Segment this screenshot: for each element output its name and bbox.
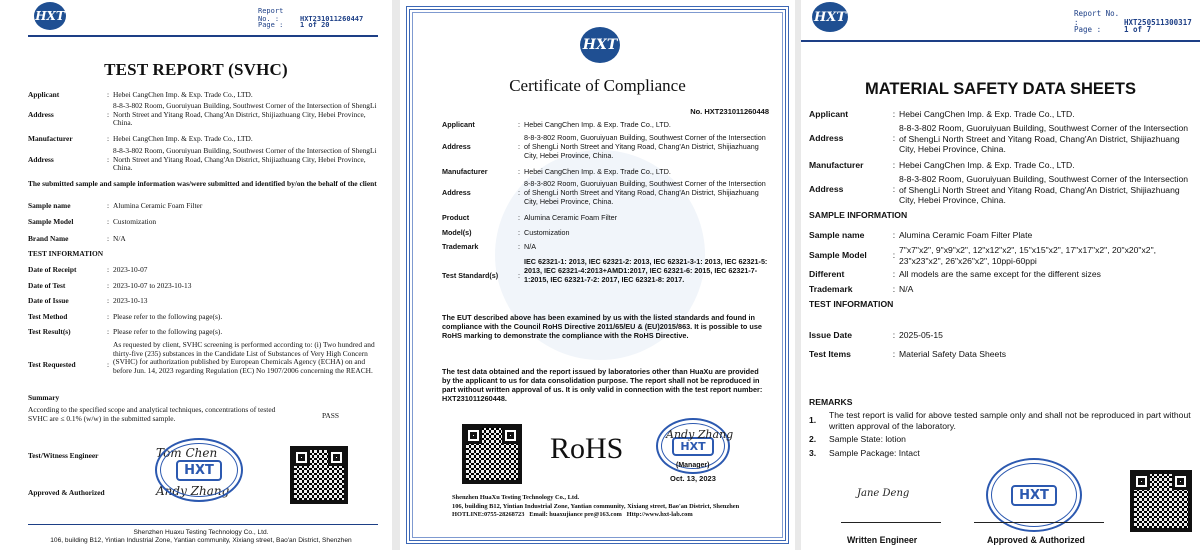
trademark-row: Trademark : N/A (809, 284, 914, 294)
manufacturer-row: Manufacturer : Hebei CangChen Imp. & Exp. Trade Co., LTD. (809, 160, 1075, 170)
test-requested-row: Test Requested : As requested by client, SVHC screening is performed according to: (i) Two hundred and thirty-five (235) substances in the Candidate List of Substances of Very High Concern (SVHC) for authorization published by European Chemicals Agency (ECHA) on and before Jun. 14, 2023 regarding Regulation (EC) No 1907/2006 concerning the REACH. (28, 340, 375, 375)
summary-text: According to the specified scope and analytical techniques, concentrations of tested SVHC are ≤ 0.1% (w/w) in the submitted sample. (28, 405, 276, 423)
disclaimer-statement: The test data obtained and the report issued by laboratories other than HuaXu are provided by the applicant to us for data consolidation purpose. The report shall not be reproduced in part without written approval of us. It is only valid in connection with the test report number: HXT231011260448. (442, 367, 763, 403)
certificate-of-compliance (400, 0, 795, 550)
remarks-heading: REMARKS (809, 397, 853, 407)
manufacturer-row: Manufacturer : Hebei CangChen Imp. & Exp. Trade Co., LTD. (442, 167, 671, 176)
company-stamp: HXT (656, 418, 730, 474)
certificate-number: No. HXT231011260448 (690, 107, 769, 116)
engineer-label: Test/Witness Engineer (28, 451, 99, 460)
address-row: Address : 8-8-3-802 Room, Guoruiyuan Building, Southwest Corner of the Intersection of ShengLi North Street and Yitang Road, Chang'An District, Shijiazhuang City, Hebei Province, China. (809, 123, 1189, 154)
page-title: TEST REPORT (SVHC) (104, 60, 288, 79)
logo-text: HXT (35, 9, 65, 23)
engineer-label: Written Engineer (847, 535, 918, 545)
pass-result: PASS (322, 411, 339, 420)
receipt-row: Date of Receipt : 2023-10-07 (28, 265, 148, 274)
test-info-heading: TEST INFORMATION (28, 249, 104, 258)
footer: Shenzhen Huaxu Testing Technology Co., Ltd. 106, building B12, Yintian Industrial Zone, Yantian community, Xixiang street, Bao'an District, Shenzhen (50, 529, 352, 544)
address-row: Address : 8-8-3-802 Room, Guoruiyuan Building, Southwest Corner of the Intersection of ShengLi North Street and Yitang Road, Chang'An District, Shijiazhuang City, Hebei Province, China. (28, 101, 377, 128)
manager-title: (Manager) (676, 462, 710, 469)
trademark-row: Trademark : N/A (442, 242, 536, 251)
model-row: Model(s) : Customization (442, 228, 570, 237)
sample-model-row: Sample Model : 7"x7"x2", 9"x9"x2", 12"x12"x2", 15"x15"x2", 17"x17"x2", 20"x20"x2", 23"x23"x2", 26"x26"x2", 10ppi-60ppi (809, 245, 1157, 266)
test-items-row: Test Items : Material Safety Data Sheets (809, 349, 1006, 359)
page-title: MATERIAL SAFETY DATA SHEETS (864, 80, 1137, 98)
signature-engineer: Jane Deng (857, 488, 910, 499)
report-number: Report No. : HXT250511300317 (1074, 9, 1192, 27)
qr-code (462, 424, 522, 484)
brand-name-row: Brand Name : N/A (28, 234, 126, 243)
signature-manager: Andy Zhang (666, 428, 734, 441)
test-result-row: Test Result(s) : Please refer to the following page(s). (28, 327, 223, 336)
approved-label: Approved & Authorized (987, 535, 1085, 545)
approved-label: Approved & Authorized (28, 488, 105, 497)
hxt-logo (812, 2, 848, 32)
summary-heading: Summary (28, 393, 60, 402)
company-stamp: HXT (986, 458, 1082, 532)
remark-3: 3. Sample Package: Intact (809, 448, 920, 458)
sample-name-row: Sample name : Alumina Ceramic Foam Filter Plate (809, 230, 1033, 240)
rohs-mark: RoHS (550, 432, 624, 465)
signature-approver: Andy Zhang (156, 484, 230, 498)
report-number: Report No. : HXT231011260447 (258, 7, 364, 23)
applicant-row: Applicant : Hebei CangChen Imp. & Exp. Trade Co., LTD. (28, 90, 253, 99)
test-method-row: Test Method : Please refer to the following page(s). (28, 312, 223, 321)
logo-text: HXT (582, 37, 618, 53)
svhc-test-report (0, 0, 392, 550)
footer: Shenzhen HuaXu Testing Technology Co., Ltd. 106, building B12, Yintian Industrial Zone, Yantian community, Xixiang street, Bao'an District, Shenzhen HOTLINE:0755-28268723 Email: huaxujiance pre@163.com Http://www.hxt-lab.com (452, 494, 740, 518)
sample-info-heading: SAMPLE INFORMATION (809, 210, 908, 220)
page-title: Certificate of Compliance (509, 76, 686, 95)
header-rule (801, 40, 1200, 42)
different-row: Different : All models are the same except for the different sizes (809, 269, 1101, 279)
logo-text: HXT (813, 9, 847, 25)
remark-2: 2. Sample State: lotion (809, 434, 906, 444)
issue-date-row: Date of Issue : 2023-10-13 (28, 296, 148, 305)
compliance-statement: The EUT described above has been examined by us with the listed standards and found in compliance with the Council RoHS Directive 2011/65/EU & (EU)2015/863. It is possible to use RoHS marking to demonstrate the compliance with the RoHS Directive. (442, 313, 762, 340)
applicant-row: Applicant : Hebei CangChen Imp. & Exp. Trade Co., LTD. (809, 109, 1075, 119)
hxt-logo (34, 2, 66, 30)
sample-model-row: Sample Model : Customization (28, 217, 157, 226)
qr-code (290, 446, 348, 504)
page-number: Page : 1 of 20 (258, 21, 330, 29)
signature-line (841, 522, 941, 523)
signature-line-2 (974, 522, 1104, 523)
qr-code (1130, 470, 1192, 532)
sample-name-row: Sample name : Alumina Ceramic Foam Filter (28, 201, 203, 210)
certificate-date: Oct. 13, 2023 (670, 474, 716, 483)
applicant-row: Applicant : Hebei CangChen Imp. & Exp. Trade Co., LTD. (442, 120, 671, 129)
test-info-heading: TEST INFORMATION (809, 299, 894, 309)
test-date-row: Date of Test : 2023-10-07 to 2023-10-13 (28, 281, 192, 290)
header-rule (28, 35, 378, 37)
product-row: Product : Alumina Ceramic Foam Filter (442, 213, 618, 222)
address2-row: Address : 8-8-3-802 Room, Guoruiyuan Building, Southwest Corner of the Intersection of ShengLi North Street and Yitang Road, Chang'An District, Shijiazhuang City, Hebei Province, China. (809, 174, 1189, 205)
material-safety-data-sheet (801, 0, 1200, 550)
hxt-logo (580, 27, 620, 63)
address-row: Address : 8-8-3-802 Room, Guoruiyuan Building, Southwest Corner of the Intersection of ShengLi North Street and Yitang Road, Chang'An District, Shijiazhuang City, Hebei Province, China. (442, 133, 766, 160)
address2-row: Address : 8-8-3-802 Room, Guoruiyuan Building, Southwest Corner of the Intersection of ShengLi North Street and Yitang Road, Chang'An District, Shijiazhuang City, Hebei Province, China. (442, 179, 766, 206)
page-number: Page : 1 of 7 (1074, 25, 1152, 34)
submitted-note: The submitted sample and sample information was/were submitted and identified by/on the behalf of the client (28, 179, 377, 188)
footer-rule (28, 524, 378, 525)
issue-date-row: Issue Date : 2025-05-15 (809, 330, 943, 340)
remark-1: 1. The test report is valid for above tested sample only and shall not be reproduced in part without written approval of the laboratory. (809, 410, 1191, 431)
company-stamp: HXT (155, 438, 243, 502)
standards-row: Test Standard(s) : IEC 62321-1: 2013, IEC 62321-2: 2013, IEC 62321-3-1: 2013, IEC 62321-5: 2013, IEC 62321-4:2013+AMD1:2017, IEC 62321-6: 2015, IEC 62321-7-1:2015, IEC 62321-7-2: 2017, IEC 62321-8: 2017. (442, 257, 768, 284)
manufacturer-row: Manufacturer : Hebei CangChen Imp. & Exp. Trade Co., LTD. (28, 134, 253, 143)
address2-row: Address : 8-8-3-802 Room, Guoruiyuan Building, Southwest Corner of the Intersection of ShengLi North Street and Yitang Road, Chang'An District, Shijiazhuang City, Hebei Province, China. (28, 146, 377, 173)
signature-engineer: Tom Chen (156, 446, 218, 460)
